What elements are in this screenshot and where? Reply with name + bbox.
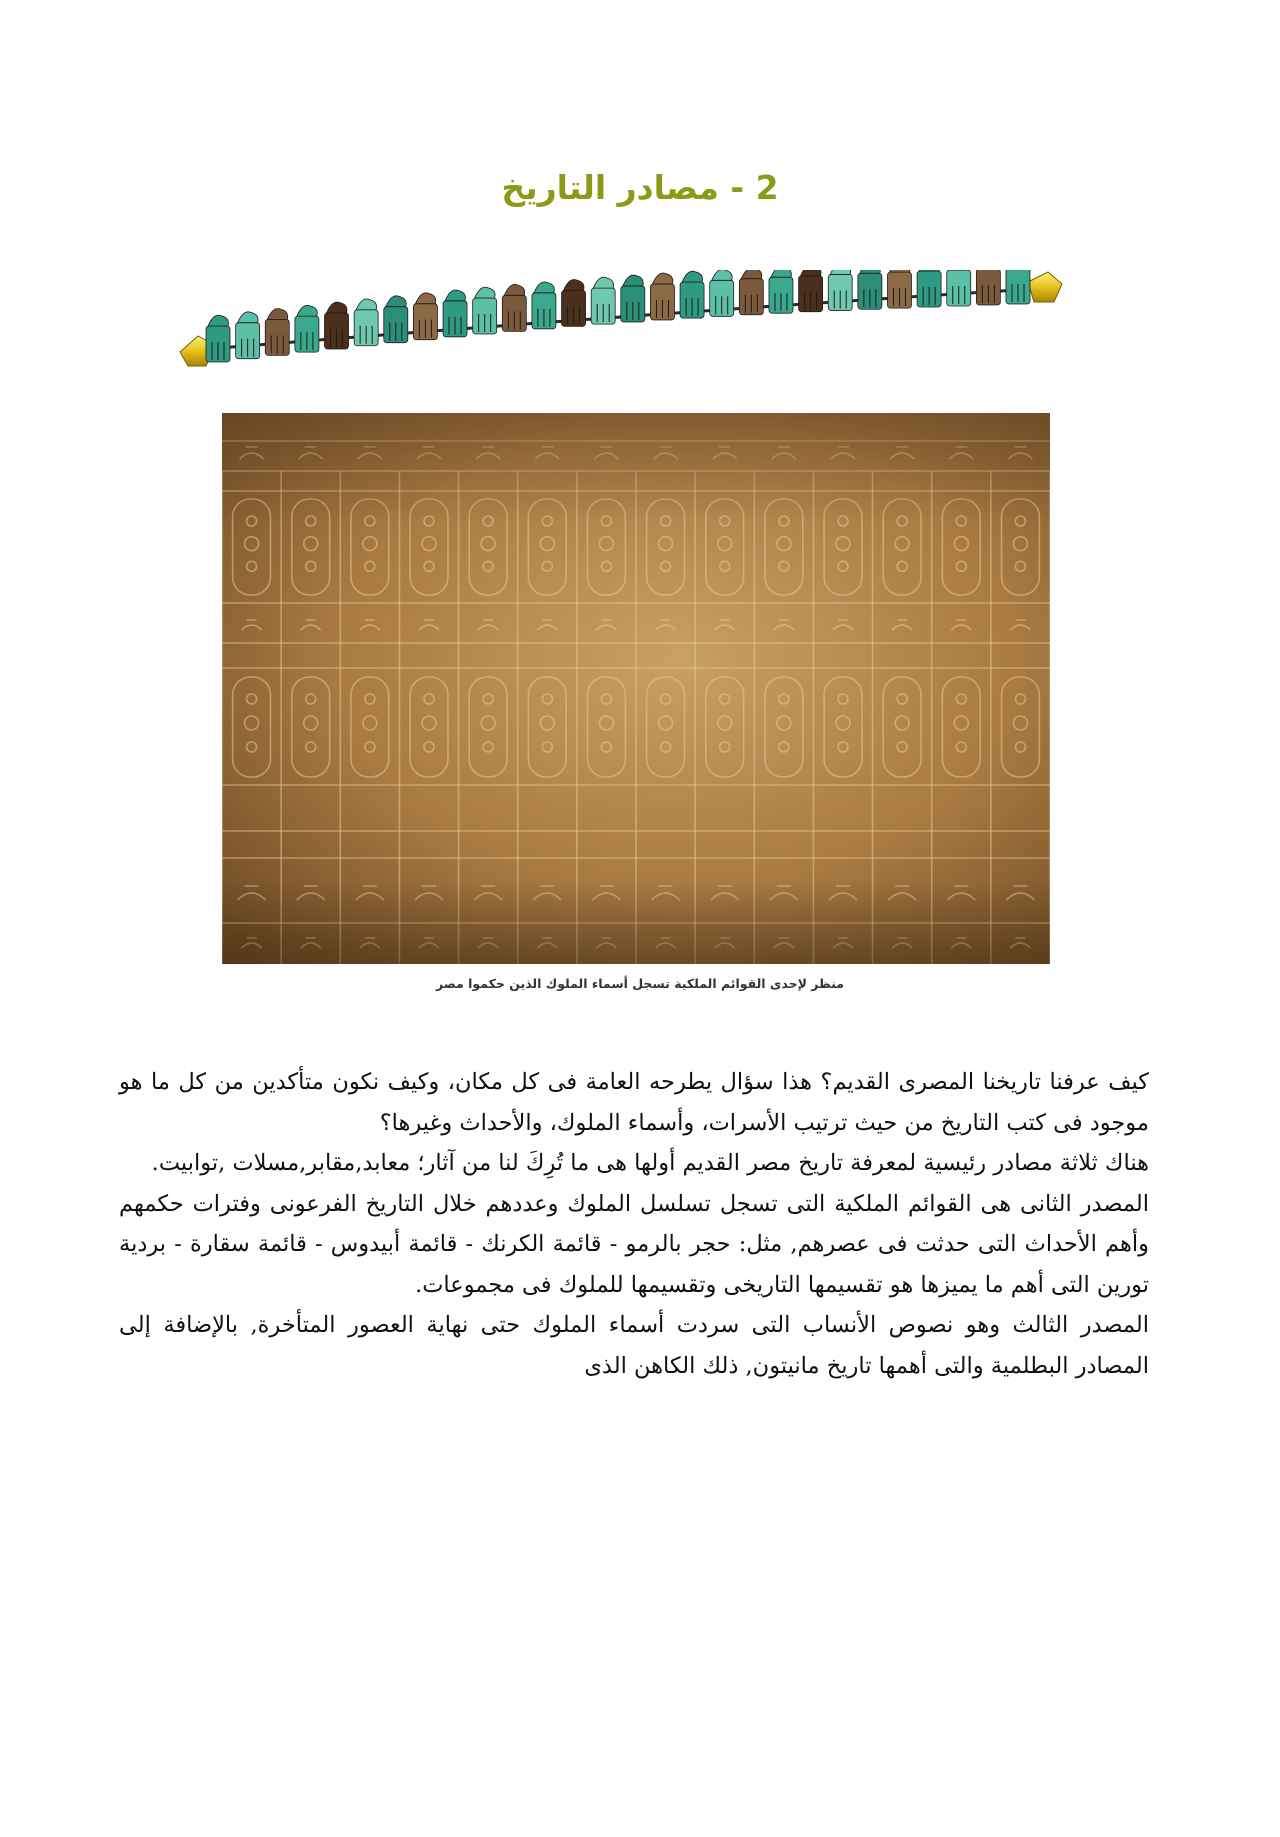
paragraph-third-source: المصدر الثالث وهو نصوص الأنساب التى سردت أسماء الملوك حتى نهاية العصور المتأخرة, بالإضافة إلى المصادر البطلمية والتى أهمها تاريخ مانيتون, ذلك الكاهن الذى bbox=[119, 1312, 1149, 1379]
image-caption: منظر لإحدى القوائم الملكية تسجل أسماء الملوك الذين حكموا مصر bbox=[435, 976, 845, 991]
bracelet-bead bbox=[502, 284, 526, 331]
king-list-relief-photo bbox=[222, 413, 1050, 964]
bracelet-bead bbox=[710, 270, 734, 316]
bracelet-bead bbox=[887, 270, 911, 308]
bracelet-bead bbox=[947, 270, 971, 306]
bracelet-bead bbox=[384, 296, 408, 343]
bracelet-bead bbox=[1006, 270, 1030, 304]
bracelet-bead bbox=[532, 282, 556, 329]
bracelet-bead bbox=[473, 287, 497, 334]
bracelet-bead bbox=[295, 305, 319, 352]
paragraph-second-source: المصدر الثانى هى القوائم الملكية التى تسجل تسلسل الملوك وعددهم خلال التاريخ الفرعونى وفترات حكمهم وأهم الأحداث التى حدثت فى عصرهم, مثل: حجر بالرمو - قائمة الكرنك - قائمة أبيدوس - قائمة سقارة - بردية تورين التى أهم ما يميزها هو تقسيمها التاريخى وتقسيمها للملوك فى مجموعات. bbox=[119, 1190, 1149, 1298]
bracelet-bead bbox=[739, 270, 763, 315]
bracelet-bead bbox=[976, 270, 1000, 305]
bracelet-bead bbox=[828, 270, 852, 310]
bracelet-bead bbox=[265, 309, 289, 356]
bracelet-bead bbox=[236, 312, 260, 359]
paragraph-first-source: هناك ثلاثة مصادر رئيسية لمعرفة تاريخ مصر القديم أولها هى ما تُرِكَ لنا من آثار؛ معابد,مقابر,مسلات ,توابيت. bbox=[151, 1150, 1149, 1176]
bracelet-bead bbox=[650, 273, 674, 320]
bracelet-bead bbox=[769, 270, 793, 313]
bracelet-bead bbox=[917, 270, 941, 307]
bracelet-bead bbox=[858, 270, 882, 309]
page-title: 2 - مصادر التاريخ bbox=[501, 168, 779, 207]
bracelet-bead bbox=[413, 293, 437, 340]
pectoral-bracelet-image bbox=[178, 270, 1064, 390]
bracelet-bead bbox=[621, 275, 645, 322]
bracelet-bead bbox=[206, 315, 230, 362]
paragraph-intro: كيف عرفنا تاريخنا المصرى القديم؟ هذا سؤال يطرحه العامة فى كل مكان، وكيف نكون متأكدين من كل ما هو موجود فى كتب التاريخ من حيث ترتيب الأسرات، وأسماء الملوك، والأحداث وغيرها؟ bbox=[119, 1069, 1149, 1136]
bracelet-bead bbox=[325, 302, 349, 349]
bracelet-bead bbox=[443, 290, 467, 337]
bracelet-bead bbox=[354, 299, 378, 346]
article-body bbox=[119, 1062, 1149, 1386]
bracelet-bead bbox=[562, 279, 586, 326]
bracelet-bead bbox=[591, 277, 615, 324]
bracelet-bead bbox=[680, 271, 704, 318]
bracelet-bead bbox=[799, 270, 823, 312]
